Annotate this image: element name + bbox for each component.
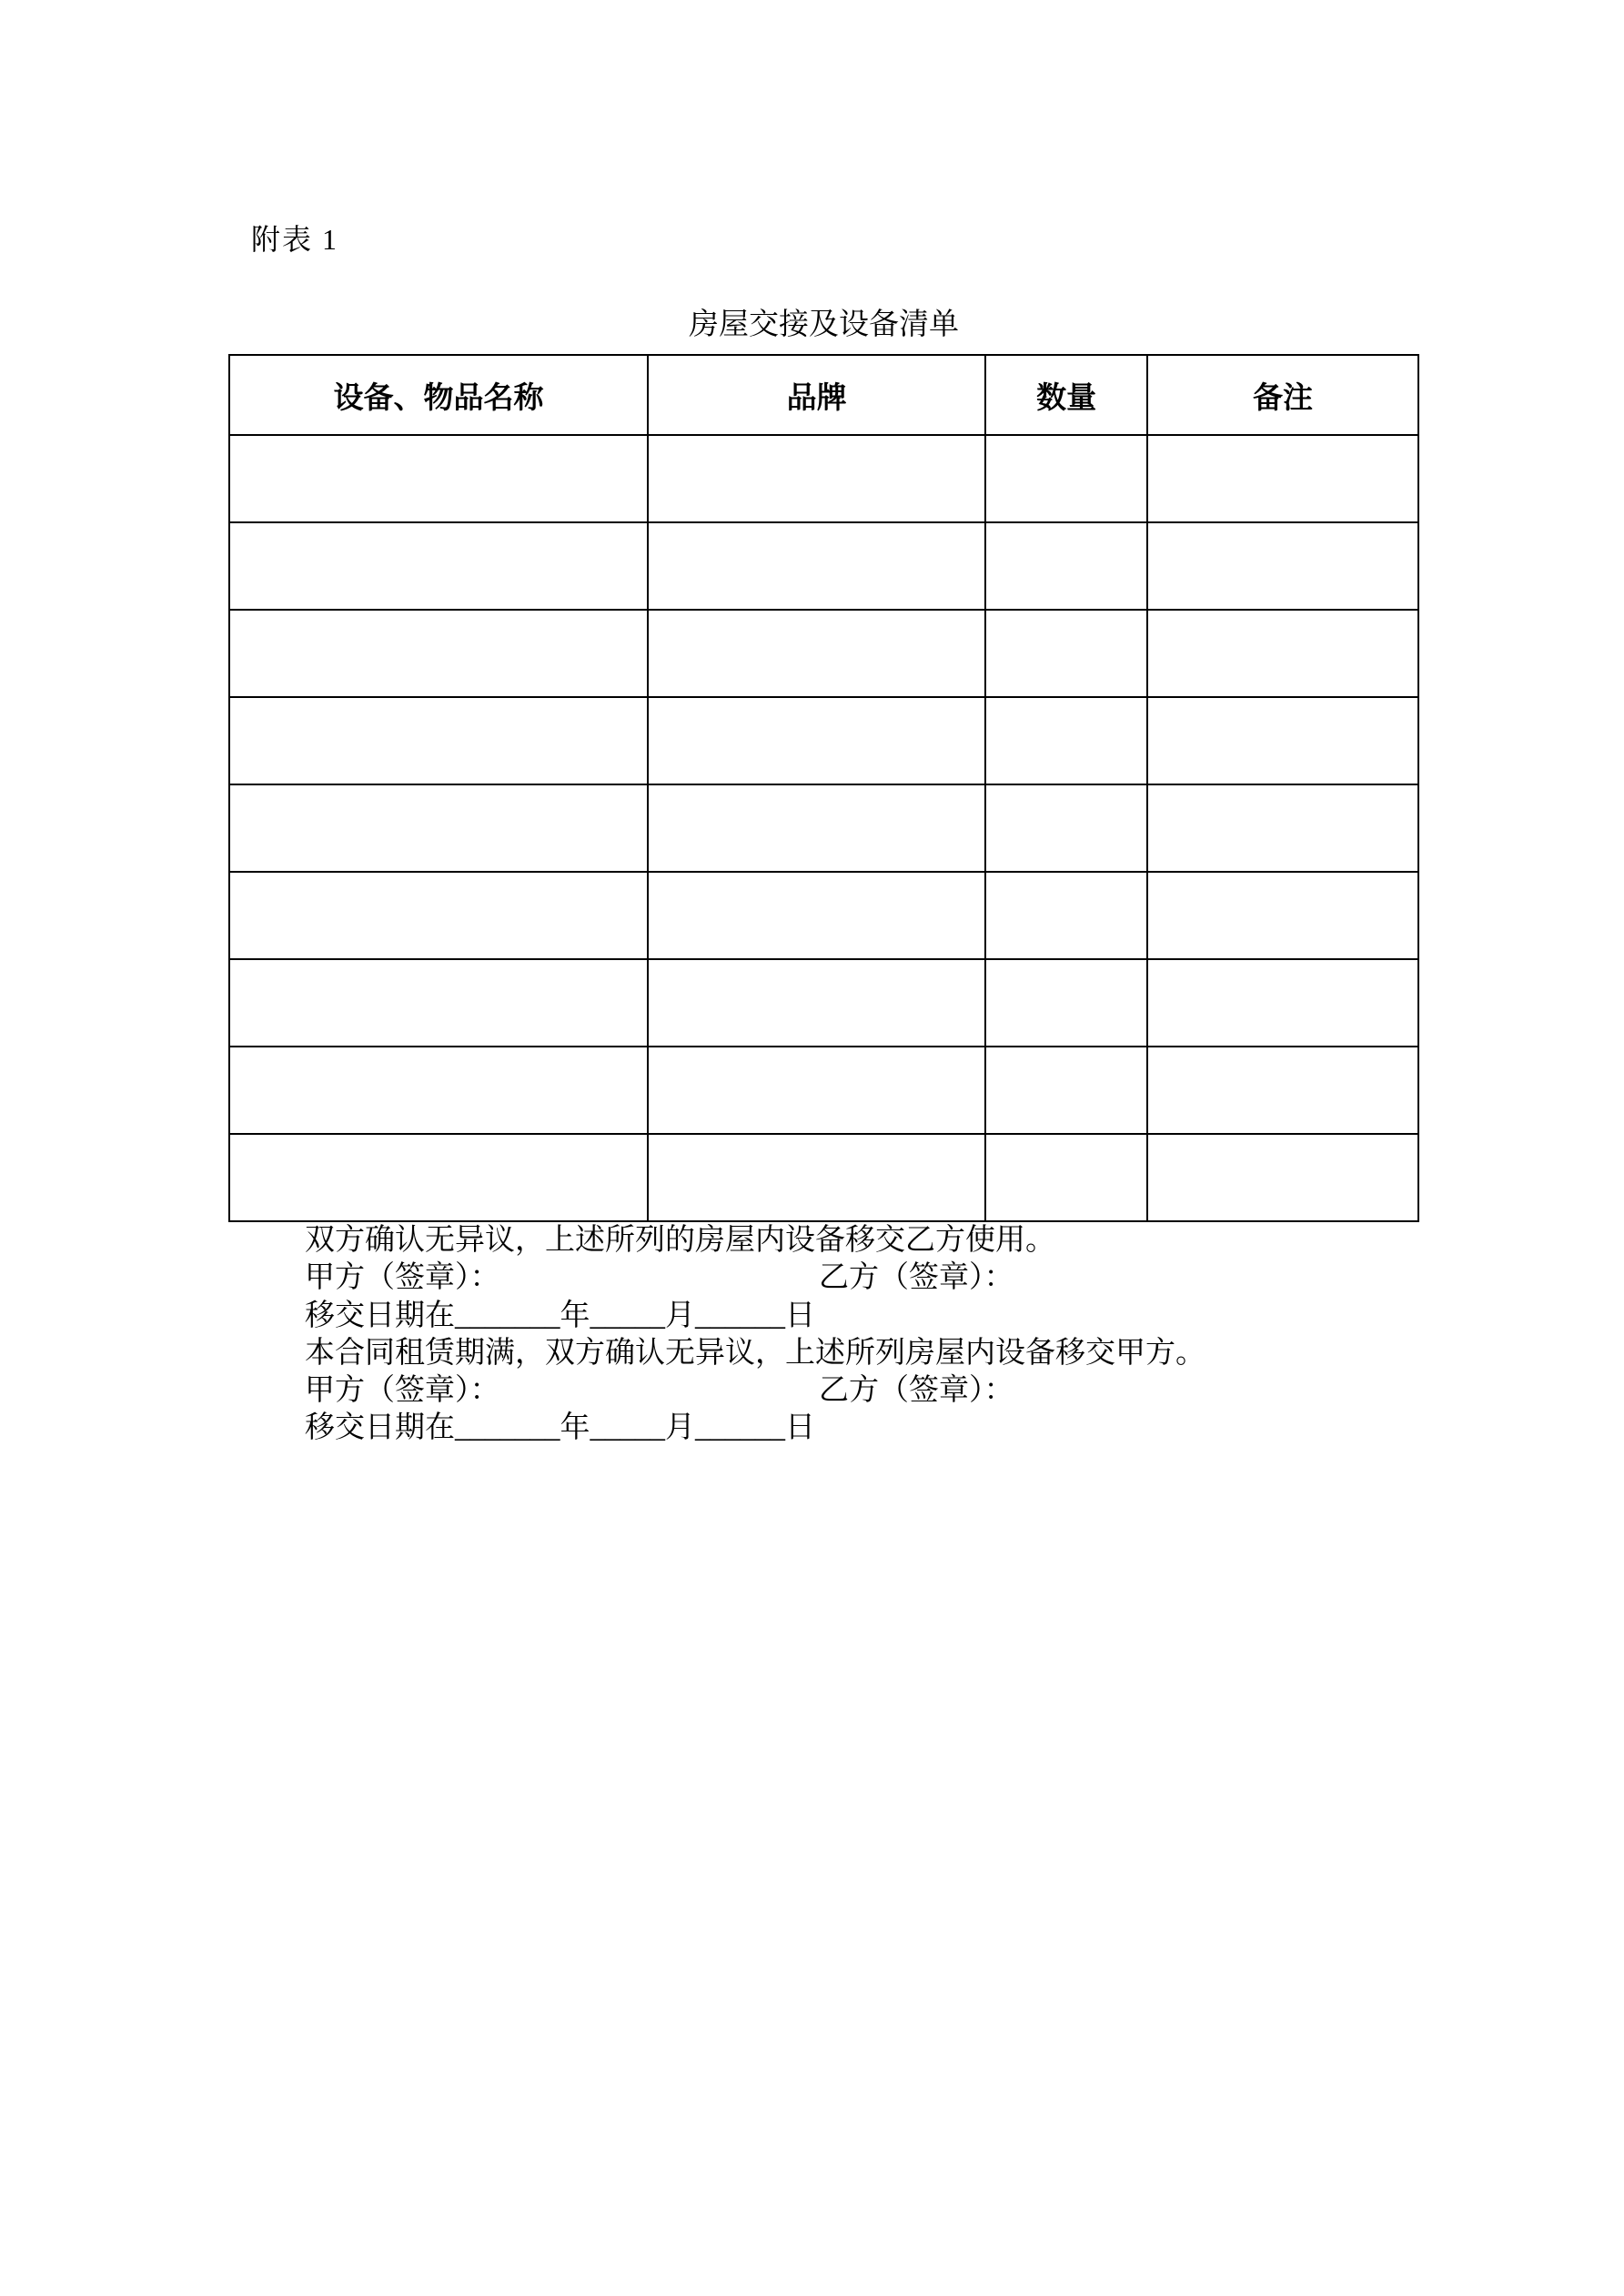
table-empty-cell[interactable]	[648, 610, 985, 697]
table-empty-cell[interactable]	[229, 697, 648, 784]
table-empty-cell[interactable]	[985, 872, 1147, 959]
body-text	[305, 1222, 1419, 1448]
table-empty-cell[interactable]	[1147, 872, 1418, 959]
table-empty-cell[interactable]	[985, 697, 1147, 784]
table-body	[229, 435, 1418, 1221]
table-empty-cell[interactable]	[229, 959, 648, 1047]
header-quantity: 数量	[985, 355, 1147, 435]
party-a-signature-label-2: 甲方（签章）：	[305, 1374, 500, 1407]
table-empty-cell[interactable]	[985, 435, 1147, 522]
party-a-signature-label-1: 甲方（签章）：	[305, 1261, 500, 1295]
table-empty-cell[interactable]	[985, 959, 1147, 1047]
table-empty-row	[229, 697, 1418, 784]
table-empty-cell[interactable]	[648, 1047, 985, 1134]
table-empty-cell[interactable]	[229, 1134, 648, 1221]
header-brand: 品牌	[648, 355, 985, 435]
table-empty-cell[interactable]	[985, 610, 1147, 697]
table-empty-row	[229, 522, 1418, 610]
confirm-text-return-to-a: 本合同租赁期满，双方确认无异议，上述所列房屋内设备移交甲方。	[305, 1336, 1205, 1370]
table-empty-cell[interactable]	[648, 784, 985, 872]
table-empty-row	[229, 959, 1418, 1047]
table-empty-cell[interactable]	[1147, 697, 1418, 784]
table-empty-cell[interactable]	[648, 1134, 985, 1221]
table-empty-row	[229, 435, 1418, 522]
header-remarks: 备注	[1147, 355, 1418, 435]
table-empty-cell[interactable]	[1147, 1047, 1418, 1134]
table-empty-cell[interactable]	[648, 959, 985, 1047]
table-empty-cell[interactable]	[229, 872, 648, 959]
table-empty-cell[interactable]	[229, 610, 648, 697]
table-empty-cell[interactable]	[1147, 435, 1418, 522]
party-b-signature-label-1: 乙方（签章）：	[819, 1261, 1014, 1295]
table-empty-row	[229, 784, 1418, 872]
table-empty-cell[interactable]	[1147, 1134, 1418, 1221]
party-b-signature-label-2: 乙方（签章）：	[819, 1374, 1014, 1407]
table-header-row	[229, 355, 1418, 435]
table-empty-cell[interactable]	[985, 1047, 1147, 1134]
equipment-table	[228, 354, 1419, 1222]
table-empty-cell[interactable]	[229, 1047, 648, 1134]
table-empty-cell[interactable]	[1147, 610, 1418, 697]
table-empty-cell[interactable]	[1147, 784, 1418, 872]
table-empty-cell[interactable]	[1147, 522, 1418, 610]
table-empty-cell[interactable]	[648, 435, 985, 522]
table-title: 房屋交接及设备清单	[689, 308, 959, 341]
header-item-name: 设备、物品名称	[229, 355, 648, 435]
table-empty-row	[229, 610, 1418, 697]
table-empty-cell[interactable]	[985, 1134, 1147, 1221]
table-empty-cell[interactable]	[229, 784, 648, 872]
attachment-label: 附表 1	[251, 223, 339, 256]
table-empty-cell[interactable]	[229, 522, 648, 610]
table-empty-cell[interactable]	[985, 784, 1147, 872]
table-empty-cell[interactable]	[648, 872, 985, 959]
table-empty-cell[interactable]	[1147, 959, 1418, 1047]
table-empty-row	[229, 1134, 1418, 1221]
signature-row-2	[305, 1372, 1419, 1410]
table-empty-cell[interactable]	[229, 435, 648, 522]
table-empty-cell[interactable]	[985, 522, 1147, 610]
table-empty-cell[interactable]	[648, 522, 985, 610]
table-empty-row	[229, 1047, 1418, 1134]
table-empty-cell[interactable]	[648, 697, 985, 784]
handover-date-line-1: 移交日期在_______年_____月______日	[305, 1299, 815, 1332]
table-empty-row	[229, 872, 1418, 959]
handover-date-line-2: 移交日期在_______年_____月______日	[305, 1411, 815, 1445]
signature-row-1	[305, 1259, 1419, 1297]
confirm-text-handover-to-b: 双方确认无异议，上述所列的房屋内设备移交乙方使用。	[305, 1224, 1055, 1257]
